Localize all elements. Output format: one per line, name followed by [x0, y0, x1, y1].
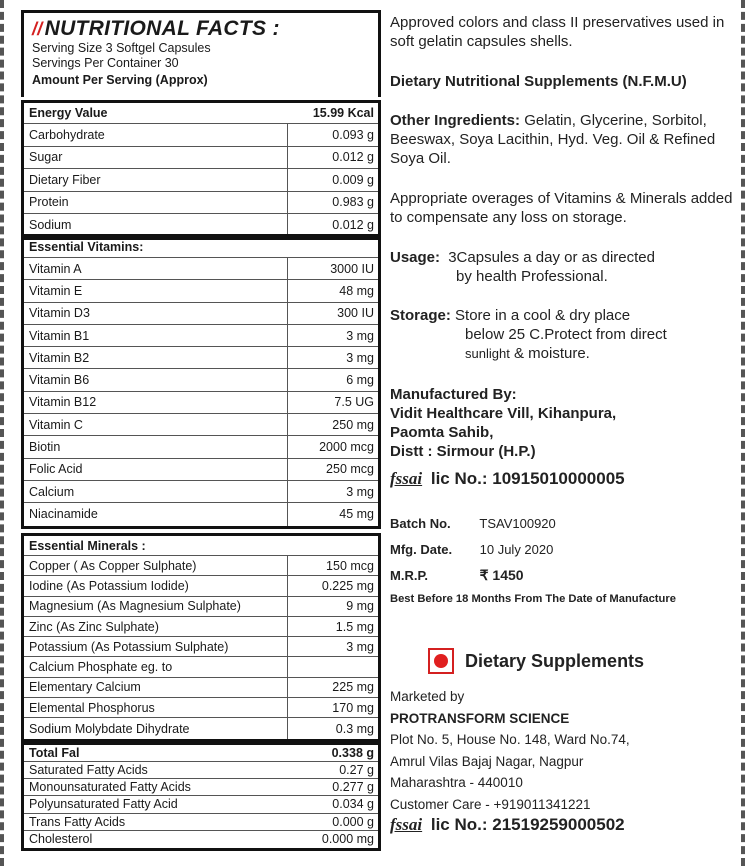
table-row — [24, 698, 378, 718]
row-label: Polyunsaturated Fatty Acid — [29, 797, 178, 812]
mfg-value: 10 July 2020 — [479, 542, 554, 557]
dietary-supplements-badge — [428, 648, 728, 674]
row-value: 45 mg — [287, 503, 374, 525]
row-value: 3 mg — [287, 347, 374, 368]
table-row — [24, 169, 378, 192]
storage-line-2: below 25 C.Protect from direct — [465, 326, 667, 343]
fssai-logo-icon: fssai — [390, 815, 423, 834]
manufacturer-line-1: Vidit Healthcare Vill, Kihanpura, — [390, 405, 617, 422]
table-row — [24, 436, 378, 458]
row-label: Energy Value — [29, 106, 108, 120]
row-value: 0.3 mg — [287, 718, 374, 738]
storage-line-1: Store in a cool & dry place — [455, 307, 631, 324]
row-label: Monounsaturated Fatty Acids — [29, 780, 191, 795]
row-value: 2000 mcg — [287, 436, 374, 457]
nutrition-header — [21, 10, 381, 97]
row-value: 0.012 g — [287, 214, 374, 237]
usage-line-1: 3Capsules a day or as directed — [448, 249, 655, 266]
row-label: Biotin — [29, 440, 61, 455]
table-row — [24, 576, 378, 596]
row-value — [287, 657, 374, 676]
row-value: 300 IU — [287, 303, 374, 324]
row-label: Magnesium (As Magnesium Sulphate) — [29, 599, 241, 614]
row-label: Vitamin B12 — [29, 395, 97, 410]
dietary-title: Dietary Nutritional Supplements (N.F.M.U) — [390, 73, 687, 90]
row-value: 0.277 g — [332, 780, 374, 795]
license-number-1: lic No.: 10915010000005 — [430, 469, 625, 488]
row-label: Vitamin E — [29, 283, 83, 298]
storage-line-3a: sunlight — [465, 346, 510, 361]
manufactured-by-label: Manufactured By: — [390, 386, 517, 403]
section-header: Essential Minerals : — [24, 536, 378, 556]
servings-per-container: Servings Per Container 30 — [32, 56, 179, 70]
table-row — [24, 762, 378, 779]
serving-size: Serving Size 3 Softgel Capsules — [32, 41, 211, 55]
dietary-supplements-label: Dietary Supplements — [465, 650, 645, 671]
row-value: 0.338 g — [331, 746, 374, 760]
table-row — [24, 556, 378, 576]
row-value: 0.225 mg — [287, 576, 374, 595]
storage-line-3b: & moisture. — [513, 345, 590, 362]
row-label: Elemental Phosphorus — [29, 700, 155, 715]
row-label: Copper ( As Copper Sulphate) — [29, 558, 197, 573]
row-label: Carbohydrate — [29, 127, 105, 142]
row-label: Vitamin C — [29, 417, 83, 432]
nutrition-title: //NUTRITIONAL FACTS : — [32, 17, 280, 40]
table-row — [24, 192, 378, 215]
row-value: 3 mg — [287, 637, 374, 656]
table-row — [24, 617, 378, 637]
table-row — [24, 325, 378, 347]
row-value: 0.27 g — [339, 763, 374, 778]
row-value: 0.000 g — [332, 814, 374, 829]
table-row — [24, 347, 378, 369]
table-row — [24, 303, 378, 325]
row-label: Sodium Molybdate Dihydrate — [29, 721, 190, 736]
row-value: 0.012 g — [287, 147, 374, 169]
row-value: 0.983 g — [287, 192, 374, 214]
other-ingredients — [390, 111, 735, 168]
usage — [390, 248, 735, 286]
table-row — [24, 280, 378, 302]
table-row — [24, 481, 378, 503]
license-number-2: lic No.: 21519259000502 — [430, 815, 625, 834]
fssai-license-1 — [390, 469, 735, 489]
storage — [390, 306, 735, 363]
row-label: Trans Fatty Acids — [29, 814, 126, 829]
row-label: Dietary Fiber — [29, 172, 101, 187]
table-row — [24, 459, 378, 481]
row-value: 48 mg — [287, 280, 374, 301]
row-label: Niacinamide — [29, 507, 98, 522]
manufacturer — [390, 385, 735, 461]
slash-mark-icon: // — [32, 19, 43, 39]
veg-mark-icon — [428, 648, 454, 674]
row-value: 7.5 UG — [287, 392, 374, 413]
row-label: Iodine (As Potassium Iodide) — [29, 578, 189, 593]
table-row — [24, 637, 378, 657]
row-value: 0.093 g — [287, 124, 374, 146]
row-label: Cholesterol — [29, 832, 93, 847]
row-value: 9 mg — [287, 597, 374, 616]
vitamins-table — [21, 234, 381, 529]
row-label: Vitamin B1 — [29, 328, 90, 343]
row-label: Vitamin B2 — [29, 350, 90, 365]
row-value: 1.5 mg — [287, 617, 374, 636]
row-value: 6 mg — [287, 369, 374, 390]
mrp-value: ₹ 1450 — [479, 567, 524, 583]
manufacturer-line-3: Distt : Sirmour (H.P.) — [390, 443, 536, 460]
manufacturer-line-2: Paomta Sahib, — [390, 424, 494, 441]
row-label: Vitamin A — [29, 261, 82, 276]
row-label: Sodium — [29, 218, 72, 233]
row-value: 225 mg — [287, 678, 374, 697]
basic-nutrients-table — [21, 100, 381, 240]
best-before: Best Before 18 Months From The Date of Manufacture — [390, 593, 676, 605]
batch-row — [390, 516, 735, 531]
marketer — [390, 686, 735, 815]
row-label: Saturated Fatty Acids — [29, 763, 148, 778]
table-row — [24, 678, 378, 698]
marketed-by-label: Marketed by — [390, 689, 465, 704]
row-label: Calcium Phosphate eg. to — [29, 660, 173, 675]
row-value: 0.009 g — [287, 169, 374, 191]
row-value: 170 mg — [287, 698, 374, 717]
minerals-table — [21, 533, 381, 742]
table-row — [24, 745, 378, 762]
table-row — [24, 124, 378, 147]
row-value: 3 mg — [287, 481, 374, 502]
row-label: Total Fal — [29, 746, 80, 760]
usage-label: Usage: — [390, 249, 441, 266]
row-label: Sugar — [29, 150, 63, 165]
storage-label: Storage: — [390, 307, 451, 324]
customer-care: Customer Care - +919011341221 — [390, 796, 591, 812]
table-row — [24, 657, 378, 677]
amount-per-serving: Amount Per Serving (Approx) — [32, 73, 208, 87]
mfg-label: Mfg. Date. — [390, 542, 453, 557]
table-row — [24, 369, 378, 391]
row-label: Folic Acid — [29, 462, 83, 477]
table-row — [24, 147, 378, 170]
approved-colors-note: Approved colors and class II preservatives used in soft gelatin capsules shells. — [390, 14, 725, 50]
table-row — [24, 831, 378, 848]
other-ingredients-label: Other Ingredients: — [390, 112, 521, 129]
usage-line-2: by health Professional. — [456, 268, 608, 285]
table-row — [24, 718, 378, 738]
row-label: Calcium — [29, 484, 75, 499]
batch-value: TSAV100920 — [479, 516, 556, 531]
other-ingredients-text: Gelatin, Glycerine, Sorbitol, Beeswax, Soya Lacithin, Hyd. Veg. Oil & Refined Soya Oil. — [390, 112, 716, 167]
table-row — [24, 392, 378, 414]
section-header: Essential Vitamins: — [24, 237, 378, 258]
address-line-1: Plot No. 5, House No. 148, Ward No.74, — [390, 732, 630, 747]
row-value: 150 mcg — [287, 556, 374, 575]
row-label: Protein — [29, 195, 69, 210]
row-label: Zinc (As Zinc Sulphate) — [29, 619, 159, 634]
table-row — [24, 814, 378, 831]
table-row — [24, 597, 378, 617]
table-row — [24, 503, 378, 525]
address-line-2: Amrul Vilas Bajaj Nagar, Nagpur — [390, 753, 584, 769]
table-row — [24, 414, 378, 436]
row-value: 15.99 Kcal — [312, 106, 374, 120]
row-value: 3 mg — [287, 325, 374, 346]
address-line-3: Maharashtra - 440010 — [390, 775, 523, 790]
row-label: Elementary Calcium — [29, 680, 141, 695]
overages-note: Appropriate overages of Vitamins & Minerals added to compensate any loss on storage. — [390, 190, 733, 226]
table-row — [24, 796, 378, 813]
row-value: 250 mg — [287, 414, 374, 435]
table-row — [24, 258, 378, 280]
fats-table — [21, 742, 381, 851]
table-row — [24, 779, 378, 796]
mrp-label: M.R.P. — [390, 568, 429, 583]
mrp-row — [390, 567, 735, 584]
row-value: 250 mcg — [287, 459, 374, 480]
company-name: PROTRANSFORM SCIENCE — [390, 710, 570, 726]
row-label: Potassium (As Potassium Sulphate) — [29, 639, 229, 654]
batch-label: Batch No. — [390, 516, 451, 531]
row-value: 0.000 mg — [321, 832, 374, 847]
row-label: Vitamin D3 — [29, 306, 90, 321]
fssai-license-2 — [390, 815, 735, 835]
row-value: 3000 IU — [287, 258, 374, 279]
row-value: 0.034 g — [332, 797, 374, 812]
mfg-row — [390, 542, 735, 557]
fssai-logo-icon: fssai — [390, 469, 423, 488]
table-row — [24, 103, 378, 124]
row-label: Vitamin B6 — [29, 373, 90, 388]
